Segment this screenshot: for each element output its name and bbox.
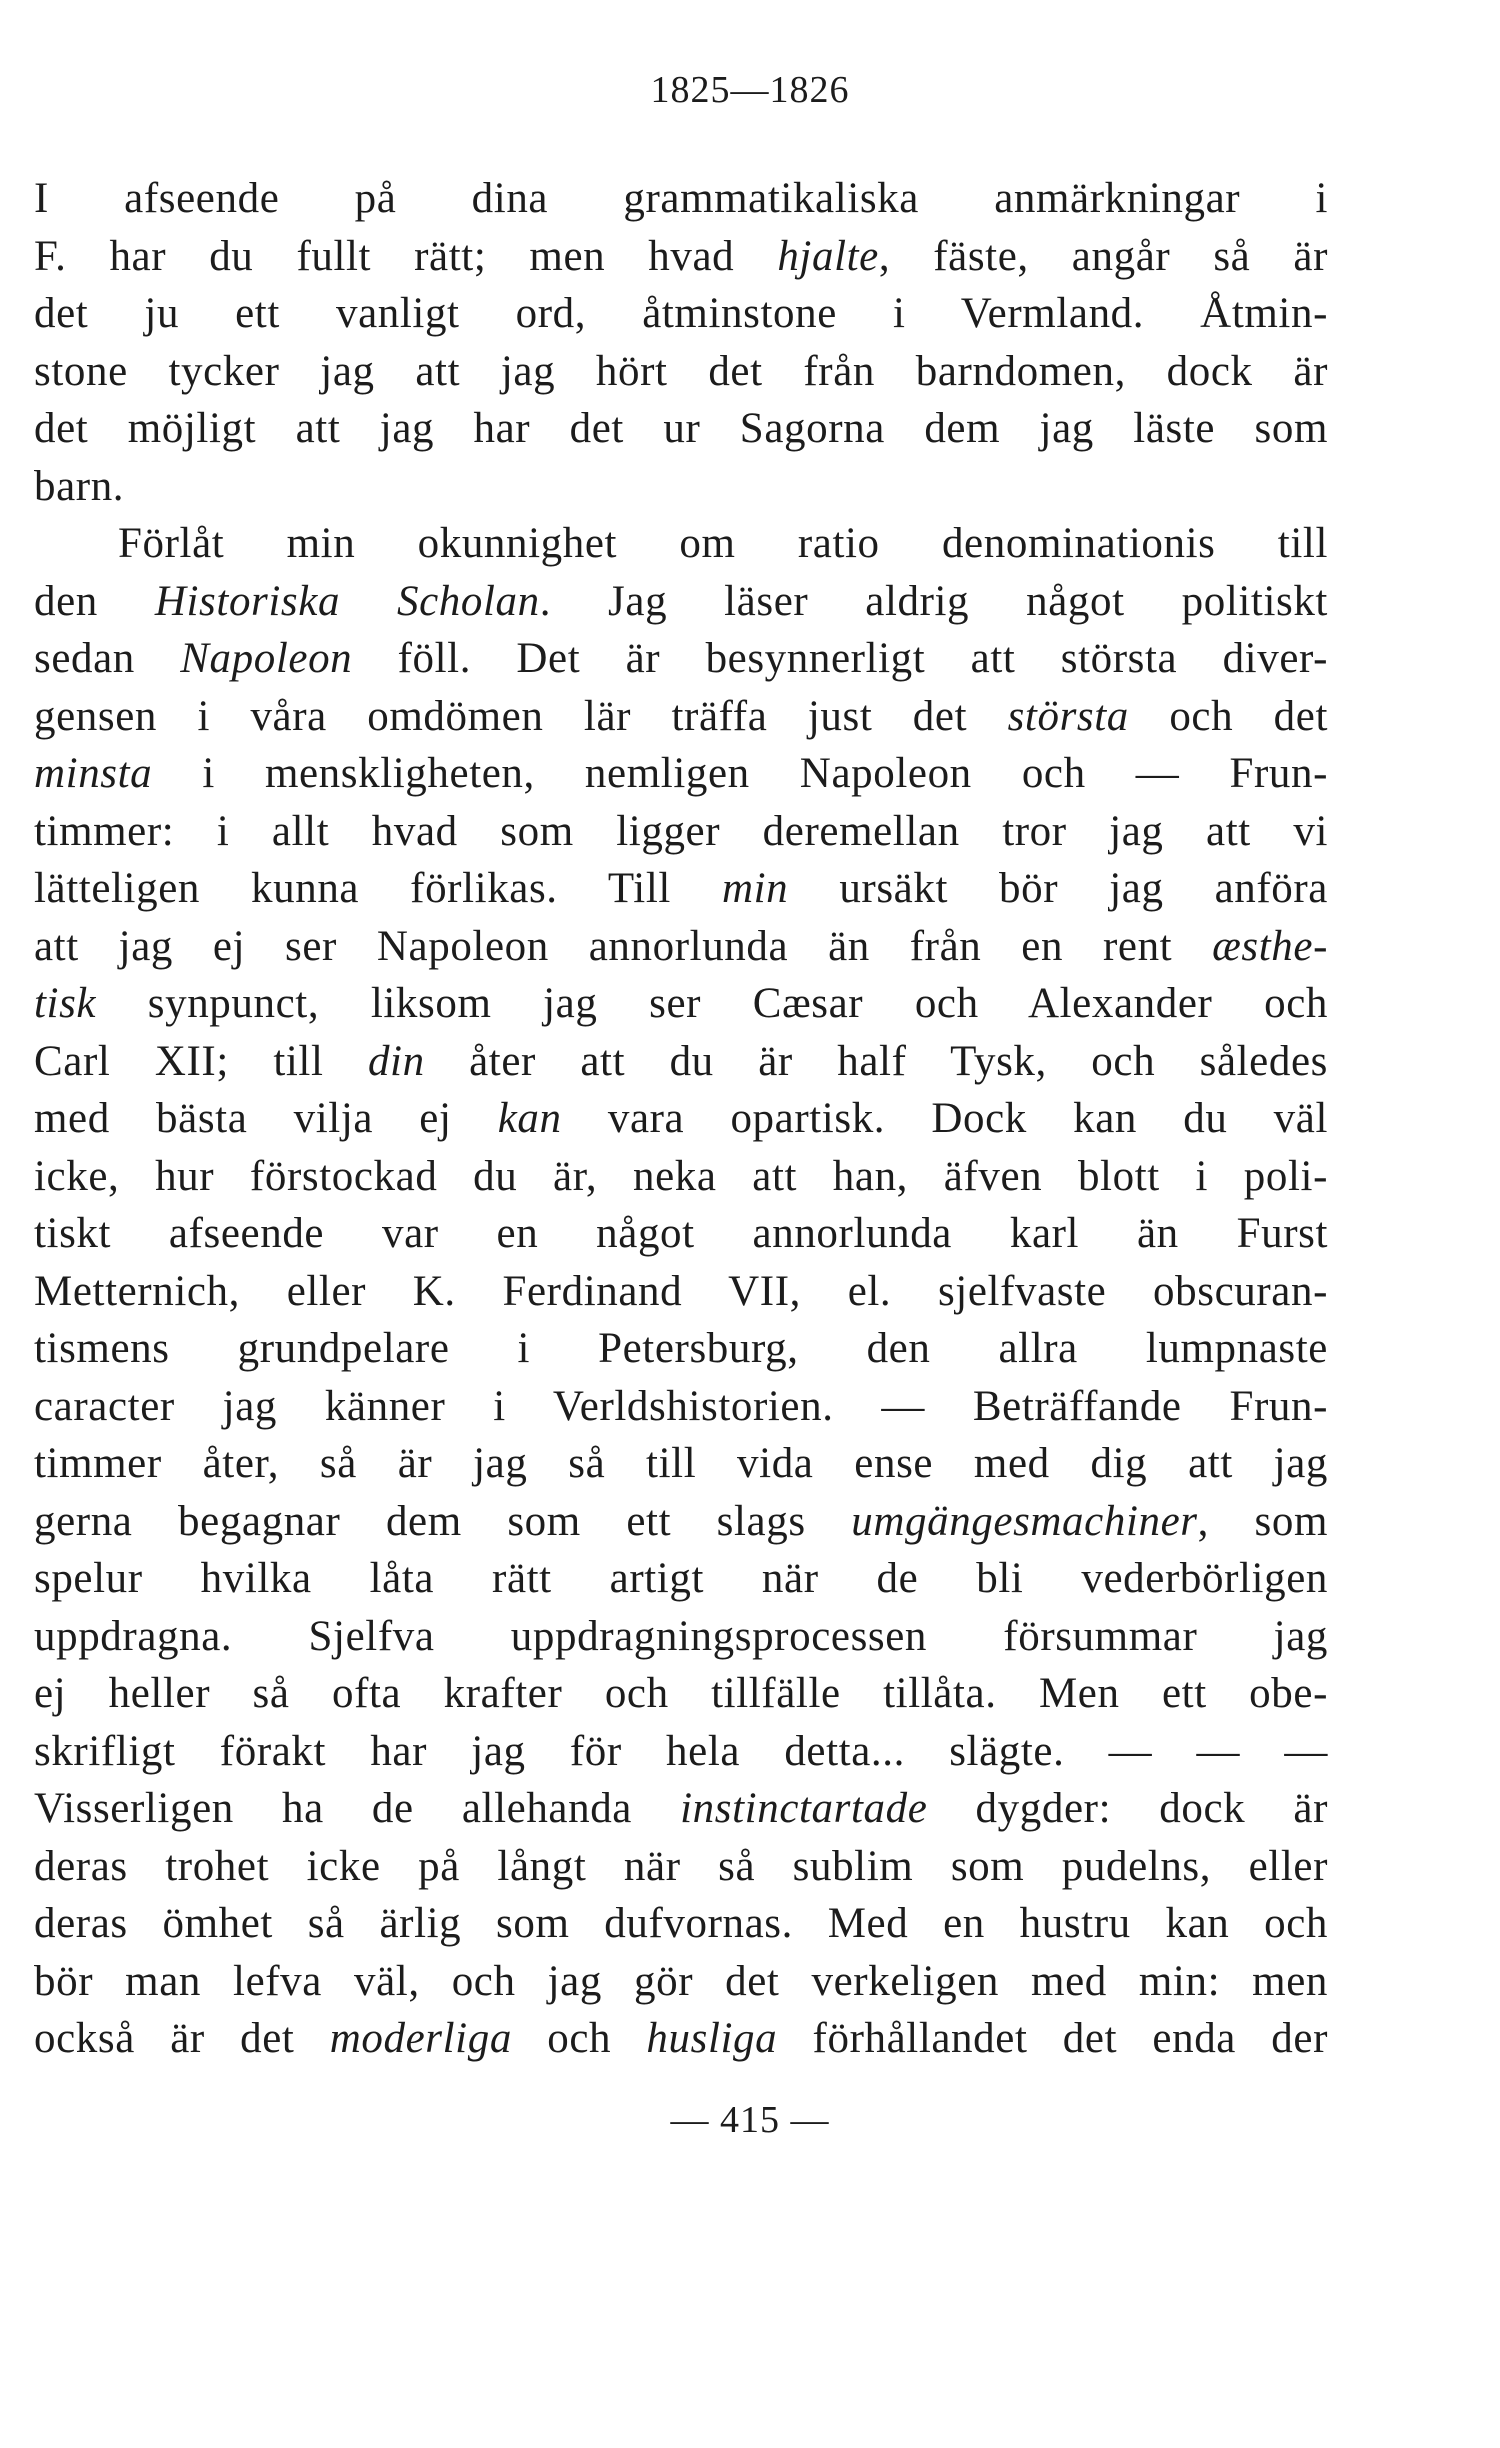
text-run: föll. Det är besynnerligt att största diver-: [352, 635, 1328, 682]
text-run: icke, hur förstockad du är, neka att han, äfven blott i poli-: [34, 1152, 1328, 1200]
text-line: [34, 1090, 1328, 1148]
text-line: [34, 745, 1328, 803]
italic-text: husliga: [646, 2015, 778, 2062]
italic-text: umgängesmachiner: [851, 1497, 1198, 1545]
text-run: gensen i våra omdömen lär träffa just det: [34, 692, 1008, 740]
text-line: [34, 1320, 1328, 1378]
text-line: [34, 630, 1328, 688]
text-run: . Jag läser aldrig något politiskt: [539, 577, 1328, 625]
text-run: barn.: [34, 462, 125, 510]
text-line: [34, 1148, 1328, 1206]
text-run: åter att du är half Tysk, och således: [424, 1037, 1328, 1085]
italic-text: moderliga: [329, 2015, 512, 2062]
text-run: deras trohet icke på långt när så sublim som pudelns, eller: [34, 1842, 1328, 1890]
text-run: den: [34, 577, 155, 625]
text-line: [34, 1550, 1328, 1608]
text-line: [34, 1435, 1328, 1493]
text-run: I afseende på dina grammatikaliska anmärkningar i: [34, 175, 1328, 222]
text-run: att jag ej ser Napoleon annorlunda än från en rent: [34, 922, 1213, 970]
text-run: Visserligen ha de allehanda: [34, 1785, 681, 1832]
running-head: 1825—1826: [650, 69, 850, 111]
italic-text: minsta: [34, 750, 153, 797]
text-run: det ju ett vanligt ord, åtminstone i Vermland. Åtmin-: [34, 290, 1328, 337]
text-line: [34, 1838, 1328, 1896]
text-run: synpunct, liksom jag ser Cæsar och Alexander och: [96, 980, 1328, 1027]
text-run: Carl XII; till: [34, 1037, 368, 1085]
text-line: [34, 2010, 1328, 2068]
text-run: och: [511, 2015, 647, 2062]
text-run: förhållandet det enda der: [777, 2015, 1328, 2062]
text-line: [34, 1205, 1328, 1263]
text-run: timmer: i allt hvad som ligger deremellan tror jag att vi: [34, 807, 1328, 855]
text-run: F. har du fullt rätt; men hvad: [34, 232, 778, 280]
page-number: — 415 —: [670, 2099, 830, 2141]
text-line: [34, 975, 1328, 1033]
text-run: dygder: dock är: [927, 1785, 1328, 1832]
text-line: [34, 1953, 1328, 2011]
text-line: [34, 285, 1328, 343]
italic-text: hjalte: [777, 232, 879, 280]
text-run: också är det: [34, 2015, 330, 2062]
text-line: [34, 860, 1328, 918]
text-line: [34, 1665, 1328, 1723]
text-run: tiskt afseende var en något annorlunda karl än Furst: [34, 1210, 1328, 1257]
text-line: [34, 343, 1328, 401]
italic-text: tisk: [34, 980, 97, 1027]
text-run: och det: [1128, 692, 1328, 740]
text-run: Förlåt min okunnighet om ratio denominationis till: [118, 520, 1328, 567]
text-run: timmer åter, så är jag så till vida ense med dig att jag: [34, 1440, 1328, 1487]
text-run: ej heller så ofta krafter och tillfälle tillåta. Men ett obe-: [34, 1670, 1328, 1717]
text-run: , som: [1197, 1497, 1328, 1545]
text-line: [34, 803, 1328, 861]
text-line: [34, 228, 1328, 286]
text-run: Metternich, eller K. Ferdinand VII, el. sjelfvaste obscuran-: [34, 1267, 1328, 1315]
italic-text: Historiska Scholan: [154, 577, 540, 625]
text-run: deras ömhet så ärlig som dufvornas. Med en hustru kan och: [34, 1900, 1328, 1947]
text-run: gerna begagnar dem som ett slags: [34, 1497, 852, 1545]
text-line: [34, 515, 1328, 573]
italic-text: Napoleon: [180, 635, 353, 682]
text-line: [34, 1895, 1328, 1953]
text-run: , fäste, angår så är: [878, 232, 1329, 280]
text-run: skrifligt förakt har jag för hela detta... slägte. — — —: [34, 1727, 1328, 1775]
text-line: [34, 170, 1328, 228]
text-line: [34, 1780, 1328, 1838]
text-run: spelur hvilka låta rätt artigt när de bli vederbörligen: [34, 1555, 1328, 1602]
text-run: lätteligen kunna förlikas. Till: [34, 865, 722, 912]
text-run: vara opartisk. Dock kan du väl: [561, 1095, 1328, 1142]
body-text: [34, 170, 1328, 2068]
text-line: [34, 688, 1328, 746]
italic-text: största: [1007, 692, 1129, 740]
text-line: [34, 400, 1328, 458]
italic-text: din: [367, 1037, 425, 1085]
text-run: med bästa vilja ej: [34, 1095, 498, 1142]
text-run: bör man lefva väl, och jag gör det verkeligen med min: men: [34, 1957, 1328, 2005]
text-run: ursäkt bör jag anföra: [788, 865, 1328, 912]
text-line: [34, 1723, 1328, 1781]
text-run: sedan: [34, 635, 181, 682]
text-run: det möjligt att jag har det ur Sagorna dem jag läste som: [34, 405, 1328, 452]
text-run: i menskligheten, nemligen Napoleon och — Frun-: [152, 750, 1328, 797]
text-line: [34, 1493, 1328, 1551]
text-line: [34, 1608, 1328, 1666]
text-line: [34, 918, 1328, 976]
text-line: [34, 458, 1328, 516]
italic-text: æsthe-: [1212, 922, 1328, 970]
italic-text: instinctartade: [680, 1785, 928, 1832]
text-line: [34, 1263, 1328, 1321]
text-line: [34, 1033, 1328, 1091]
italic-text: kan: [497, 1095, 562, 1142]
text-run: stone tycker jag att jag hört det från barndomen, dock är: [34, 347, 1328, 395]
text-line: [34, 1378, 1328, 1436]
text-line: [34, 573, 1328, 631]
italic-text: min: [721, 865, 789, 912]
text-run: tismens grundpelare i Petersburg, den allra lumpnaste: [34, 1325, 1328, 1372]
text-run: caracter jag känner i Verldshistorien. — Beträffande Frun-: [34, 1382, 1328, 1430]
text-run: uppdragna. Sjelfva uppdragningsprocessen försummar jag: [34, 1612, 1328, 1660]
